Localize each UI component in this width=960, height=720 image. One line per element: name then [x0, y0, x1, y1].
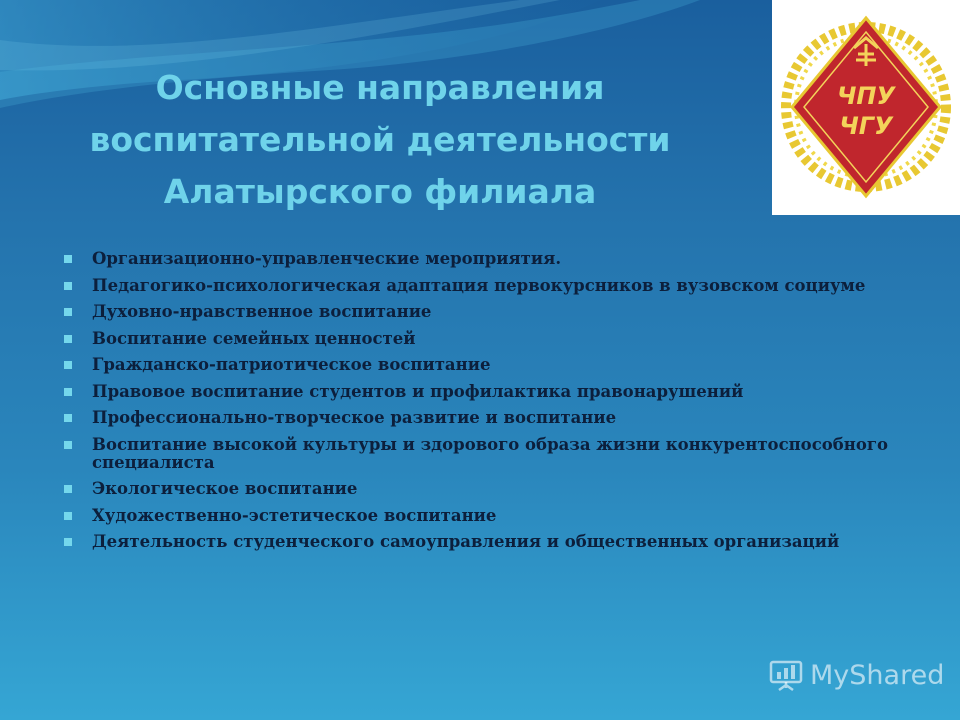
list-item [62, 356, 902, 374]
slide-title [40, 62, 720, 218]
bullet-square-icon [64, 361, 72, 369]
list-item-text: Деятельность студенческого самоуправления и общественных организаций [92, 532, 840, 551]
list-item-text: Художественно-эстетическое воспитание [92, 505, 497, 525]
list-item-text: Воспитание семейных ценностей [92, 328, 416, 348]
list-item [62, 533, 902, 551]
bullet-square-icon [64, 485, 72, 493]
list-item [62, 480, 902, 498]
emblem-badge-icon [772, 0, 960, 215]
bullet-square-icon [64, 255, 72, 263]
list-item [62, 250, 902, 268]
title-line: Основные направления [155, 68, 605, 107]
list-item [62, 436, 902, 472]
list-item [62, 409, 902, 427]
list-item-text: Воспитание высокой культуры и здорового образа жизни конкурентоспособного специалиста [92, 434, 888, 472]
bullet-square-icon [64, 538, 72, 546]
bullet-square-icon [64, 512, 72, 520]
title-line: воспитательной деятельности [89, 120, 671, 159]
list-item-text: Правовое воспитание студентов и профилактика правонарушений [92, 381, 744, 401]
list-item-text: Организационно-управленческие мероприятия. [92, 249, 562, 268]
list-item [62, 277, 902, 295]
list-item [62, 507, 902, 525]
list-item-text: Гражданско-патриотическое воспитание [92, 355, 491, 374]
bullet-square-icon [64, 308, 72, 316]
watermark-text: MyShared [810, 659, 945, 691]
bullet-list [62, 250, 902, 560]
list-item-text: Экологическое воспитание [92, 479, 358, 498]
bullet-square-icon [64, 282, 72, 290]
list-item [62, 330, 902, 348]
bullet-square-icon [64, 388, 72, 396]
presentation-board-icon [768, 658, 804, 692]
list-item-text: Духовно-нравственное воспитание [92, 302, 432, 321]
bullet-square-icon [64, 441, 72, 449]
title-line: Алатырского филиала [163, 172, 597, 211]
bullet-square-icon [64, 335, 72, 343]
list-item-text: Профессионально-творческое развитие и воспитание [92, 408, 617, 427]
university-logo [772, 0, 960, 215]
logo-text-top: ЧПУ [837, 82, 895, 110]
bullet-square-icon [64, 414, 72, 422]
list-item-text: Педагогико-психологическая адаптация первокурсников в вузовском социуме [92, 275, 866, 295]
watermark [768, 655, 944, 695]
list-item [62, 383, 902, 401]
list-item [62, 303, 902, 321]
logo-text-bottom: ЧГУ [839, 112, 893, 140]
